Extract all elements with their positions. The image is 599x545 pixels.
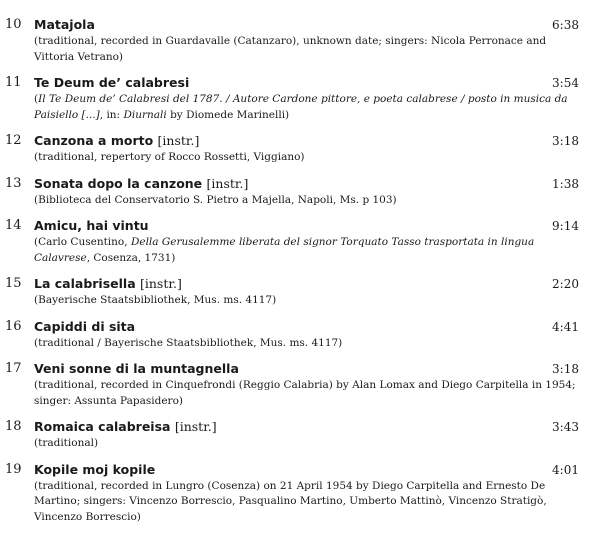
track-duration: 4:01	[552, 462, 579, 477]
track-number: 13	[5, 175, 22, 191]
track-duration: 2:20	[552, 277, 579, 291]
track-item	[0, 360, 599, 409]
track-title: Capiddi di sita	[34, 318, 136, 334]
track-duration: 9:14	[552, 219, 579, 233]
track-note-text: , Cosenza, 1731)	[86, 251, 176, 264]
track-note	[34, 235, 579, 266]
track-note-text: (Carlo Cusentino,	[34, 236, 131, 248]
track-note	[34, 150, 579, 166]
track-note-text: (traditional, repertory of Rocco Rossetti, Viggiano)	[34, 151, 305, 163]
track-note	[34, 436, 579, 452]
track-note	[34, 479, 579, 526]
track-note	[34, 378, 579, 409]
track-number: 19	[5, 461, 22, 477]
track-title-line	[34, 217, 579, 235]
track-duration: 4:41	[552, 319, 579, 334]
track-title: Te Deum de’ calabresi	[34, 75, 190, 90]
track-item	[0, 418, 599, 452]
track-title-line	[34, 360, 579, 378]
track-number: 16	[5, 318, 22, 334]
track-item	[0, 217, 599, 266]
track-note-text: (traditional, recorded in Cinquefrondi (Reggio Calabria) by Alan Lomax and Diego Carpitella in 1954; singer: Assunta Papasidero)	[34, 379, 576, 407]
track-number: 11	[5, 75, 22, 90]
track-note-text: by Diomede Marinelli)	[166, 108, 290, 121]
track-title: Veni sonne di la muntagnella	[34, 361, 239, 376]
track-title: Amicu, hai vintu	[34, 218, 149, 233]
track-duration: 1:38	[552, 176, 579, 191]
track-note	[34, 336, 579, 352]
track-title: Kopile moj kopile	[34, 461, 156, 477]
track-item	[0, 74, 599, 123]
track-item	[0, 318, 599, 352]
track-title-line	[34, 16, 579, 34]
track-number: 18	[5, 419, 22, 434]
track-note-text: (	[34, 93, 39, 105]
track-duration: 3:18	[552, 362, 579, 376]
track-note-text: (traditional, recorded in Guardavalle (Catanzaro), unknown date; singers: Nicola Perronace and Vittoria Vetrano)	[34, 35, 547, 63]
track-note-italic: Il Te Deum de’ Calabresi del 1787. / Autore Cardone pittore, e poeta calabrese / posto in musica da Paisiello [...]	[34, 93, 568, 121]
track-item	[0, 275, 599, 309]
track-note-text: (Bayerische Staatsbibliothek, Mus. ms. 4117)	[34, 294, 277, 306]
track-note	[34, 193, 579, 209]
track-note	[34, 293, 579, 309]
track-number: 12	[5, 133, 22, 148]
track-instr-label: [instr.]	[206, 175, 249, 191]
track-duration: 3:18	[552, 134, 579, 148]
track-title: Matajola	[34, 17, 95, 32]
track-note-text: , in:	[99, 108, 124, 121]
track-instr-label: [instr.]	[174, 419, 217, 434]
track-title: Romaica calabreisa	[34, 419, 171, 434]
track-note	[34, 34, 579, 65]
track-title: La calabrisella	[34, 276, 136, 291]
track-item	[0, 461, 599, 526]
track-item	[0, 132, 599, 166]
track-item	[0, 175, 599, 209]
track-number: 10	[5, 17, 22, 32]
track-note-italic: Diurnali	[123, 108, 167, 121]
track-title: Canzona a morto	[34, 133, 154, 148]
track-title-line	[34, 132, 579, 150]
track-duration: 6:38	[552, 18, 579, 32]
track-number: 17	[5, 361, 22, 376]
track-title-line	[34, 461, 579, 479]
track-duration: 3:54	[552, 76, 579, 90]
track-title: Sonata dopo la canzone	[34, 175, 203, 191]
track-title-line	[34, 74, 579, 92]
track-title-line	[34, 175, 579, 193]
track-instr-label: [instr.]	[140, 276, 182, 291]
track-title-line	[34, 318, 579, 336]
track-note-italic: Della Gerusalemme liberata del signor Torquato Tasso trasportata in lingua Calavrese	[34, 236, 535, 264]
track-instr-label: [instr.]	[157, 133, 200, 148]
track-note-text: (traditional, recorded in Lungro (Cosenza) on 21 April 1954 by Diego Carpitella and Ernesto De Martino; singers: Vincenzo Borrescio, Pasqualino Martino, Umberto Mattinò, Vincenzo Stratigò, Vincenzo Borrescio)	[34, 479, 547, 523]
track-number: 15	[5, 276, 22, 291]
track-note-text: (Biblioteca del Conservatorio S. Pietro a Majella, Napoli, Ms. p 103)	[34, 193, 397, 206]
track-number: 14	[5, 218, 22, 233]
track-title-line	[34, 275, 579, 293]
track-note-text: (traditional / Bayerische Staatsbibliothek, Mus. ms. 4117)	[34, 336, 343, 349]
track-duration: 3:43	[552, 420, 579, 434]
track-note-text: (traditional)	[34, 437, 99, 449]
track-title-line	[34, 418, 579, 436]
track-item	[0, 16, 599, 65]
track-note	[34, 92, 579, 123]
